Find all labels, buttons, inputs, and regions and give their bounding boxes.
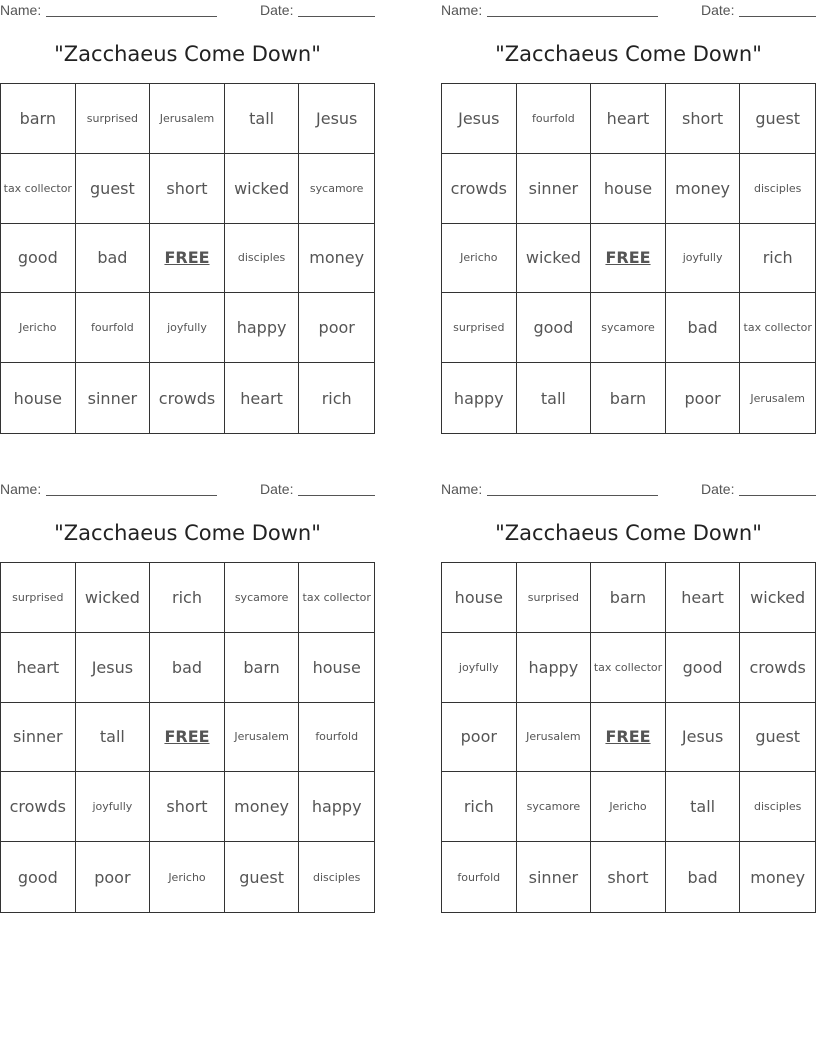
free-space: FREE <box>591 703 666 773</box>
bingo-cell: fourfold <box>517 84 592 154</box>
bingo-cell: Jesus <box>299 84 374 154</box>
bingo-cell: short <box>666 84 741 154</box>
name-label: Name: <box>0 2 42 18</box>
bingo-cell: Jerusalem <box>150 84 225 154</box>
date-blank-line <box>298 495 375 496</box>
bingo-cell: wicked <box>76 563 151 633</box>
bingo-cell: wicked <box>225 154 300 224</box>
bingo-cell: surprised <box>76 84 151 154</box>
bingo-cell: good <box>1 224 76 294</box>
bingo-cell: Jesus <box>442 84 517 154</box>
bingo-grid <box>0 83 375 434</box>
name-label: Name: <box>441 2 483 18</box>
free-space: FREE <box>591 224 666 294</box>
bingo-cell: bad <box>666 842 741 912</box>
card-header <box>0 2 375 20</box>
date-blank-line <box>739 495 816 496</box>
bingo-cell: money <box>299 224 374 294</box>
card-header <box>0 481 375 499</box>
bingo-cell: tax collector <box>1 154 76 224</box>
name-blank-line <box>46 16 217 17</box>
bingo-cell: rich <box>442 772 517 842</box>
bingo-cell: sycamore <box>299 154 374 224</box>
bingo-cell: tall <box>517 363 592 433</box>
bingo-cell: happy <box>299 772 374 842</box>
card-header <box>441 2 816 20</box>
bingo-cell: short <box>150 154 225 224</box>
bingo-cell: good <box>517 293 592 363</box>
bingo-cell: surprised <box>442 293 517 363</box>
bingo-cell: joyfully <box>150 293 225 363</box>
card-title: "Zacchaeus Come Down" <box>495 521 762 545</box>
bingo-cell: happy <box>442 363 517 433</box>
bingo-cell: Jericho <box>591 772 666 842</box>
bingo-cell: joyfully <box>442 633 517 703</box>
bingo-cell: Jerusalem <box>517 703 592 773</box>
bingo-cell: tax collector <box>299 563 374 633</box>
bingo-cell: house <box>442 563 517 633</box>
free-space: FREE <box>150 224 225 294</box>
bingo-cell: tax collector <box>740 293 815 363</box>
bingo-cell: guest <box>225 842 300 912</box>
bingo-cell: house <box>299 633 374 703</box>
bingo-cell: tall <box>666 772 741 842</box>
free-space: FREE <box>150 703 225 773</box>
bingo-cell: Jesus <box>76 633 151 703</box>
date-blank-line <box>298 16 375 17</box>
bingo-cell: fourfold <box>299 703 374 773</box>
card-title: "Zacchaeus Come Down" <box>54 42 321 66</box>
bingo-cell: Jericho <box>1 293 76 363</box>
bingo-cell: guest <box>76 154 151 224</box>
bingo-cell: sinner <box>1 703 76 773</box>
bingo-cell: sycamore <box>225 563 300 633</box>
bingo-cell: poor <box>299 293 374 363</box>
bingo-cell: house <box>591 154 666 224</box>
bingo-card <box>0 0 375 440</box>
card-header <box>441 481 816 499</box>
bingo-cell: disciples <box>312 870 361 884</box>
bingo-cell: crowds <box>740 633 815 703</box>
bingo-cell: crowds <box>1 772 76 842</box>
bingo-cell: rich <box>321 388 352 408</box>
card-title: "Zacchaeus Come Down" <box>495 42 762 66</box>
bingo-cell: poor <box>442 703 517 773</box>
bingo-cell: joyfully <box>666 224 741 294</box>
bingo-cell: house <box>1 363 76 433</box>
bingo-cell: good <box>1 842 76 912</box>
bingo-cell: sycamore <box>591 293 666 363</box>
bingo-cell: Jesus <box>666 703 741 773</box>
bingo-cell: Jericho <box>150 842 225 912</box>
bingo-cell: surprised <box>1 563 76 633</box>
bingo-cell: sinner <box>517 842 592 912</box>
date-label: Date: <box>260 481 294 497</box>
bingo-cell: wicked <box>517 224 592 294</box>
bingo-cell: rich <box>150 563 225 633</box>
bingo-cell: sinner <box>517 154 592 224</box>
bingo-cell: barn <box>225 633 300 703</box>
bingo-cell: good <box>666 633 741 703</box>
bingo-cell: barn <box>591 363 666 433</box>
bingo-cell: disciples <box>740 772 815 842</box>
bingo-cell: bad <box>76 224 151 294</box>
date-label: Date: <box>701 2 735 18</box>
bingo-card <box>441 479 816 919</box>
bingo-cell: happy <box>517 633 592 703</box>
name-blank-line <box>46 495 217 496</box>
bingo-cell: Jerusalem <box>750 391 805 405</box>
bingo-cell: heart <box>1 633 76 703</box>
bingo-cell: Jerusalem <box>225 703 300 773</box>
bingo-cell: bad <box>666 293 741 363</box>
bingo-cell: money <box>750 867 806 887</box>
bingo-cell: Jericho <box>442 224 517 294</box>
bingo-card <box>441 0 816 440</box>
bingo-card <box>0 479 375 919</box>
bingo-cell: rich <box>740 224 815 294</box>
card-title: "Zacchaeus Come Down" <box>54 521 321 545</box>
bingo-cell: money <box>225 772 300 842</box>
bingo-grid <box>441 562 816 913</box>
bingo-grid <box>441 83 816 434</box>
bingo-cell: short <box>150 772 225 842</box>
name-blank-line <box>487 495 658 496</box>
bingo-cell: wicked <box>740 563 815 633</box>
bingo-cell: surprised <box>517 563 592 633</box>
bingo-cell: barn <box>1 84 76 154</box>
bingo-cell: tax collector <box>591 633 666 703</box>
bingo-cell: guest <box>740 703 815 773</box>
bingo-cell: disciples <box>740 154 815 224</box>
bingo-cell: sinner <box>76 363 151 433</box>
bingo-cell: short <box>591 842 666 912</box>
bingo-cell: poor <box>666 363 741 433</box>
name-label: Name: <box>441 481 483 497</box>
bingo-cell: barn <box>591 563 666 633</box>
date-label: Date: <box>260 2 294 18</box>
bingo-cell: crowds <box>150 363 225 433</box>
bingo-cell: heart <box>591 84 666 154</box>
bingo-cell: tall <box>225 84 300 154</box>
bingo-cell: poor <box>76 842 151 912</box>
bingo-cell: money <box>666 154 741 224</box>
name-label: Name: <box>0 481 42 497</box>
name-blank-line <box>487 16 658 17</box>
bingo-cell: sycamore <box>517 772 592 842</box>
bingo-cell: heart <box>666 563 741 633</box>
bingo-cell: joyfully <box>76 772 151 842</box>
bingo-cell: crowds <box>442 154 517 224</box>
date-label: Date: <box>701 481 735 497</box>
bingo-cell: tall <box>76 703 151 773</box>
bingo-grid <box>0 562 375 913</box>
date-blank-line <box>739 16 816 17</box>
bingo-cell: happy <box>225 293 300 363</box>
bingo-cell: heart <box>225 363 300 433</box>
bingo-cell: disciples <box>225 224 300 294</box>
bingo-cell: fourfold <box>76 293 151 363</box>
bingo-cell: bad <box>150 633 225 703</box>
bingo-cell: guest <box>740 84 815 154</box>
bingo-cell: fourfold <box>442 842 517 912</box>
